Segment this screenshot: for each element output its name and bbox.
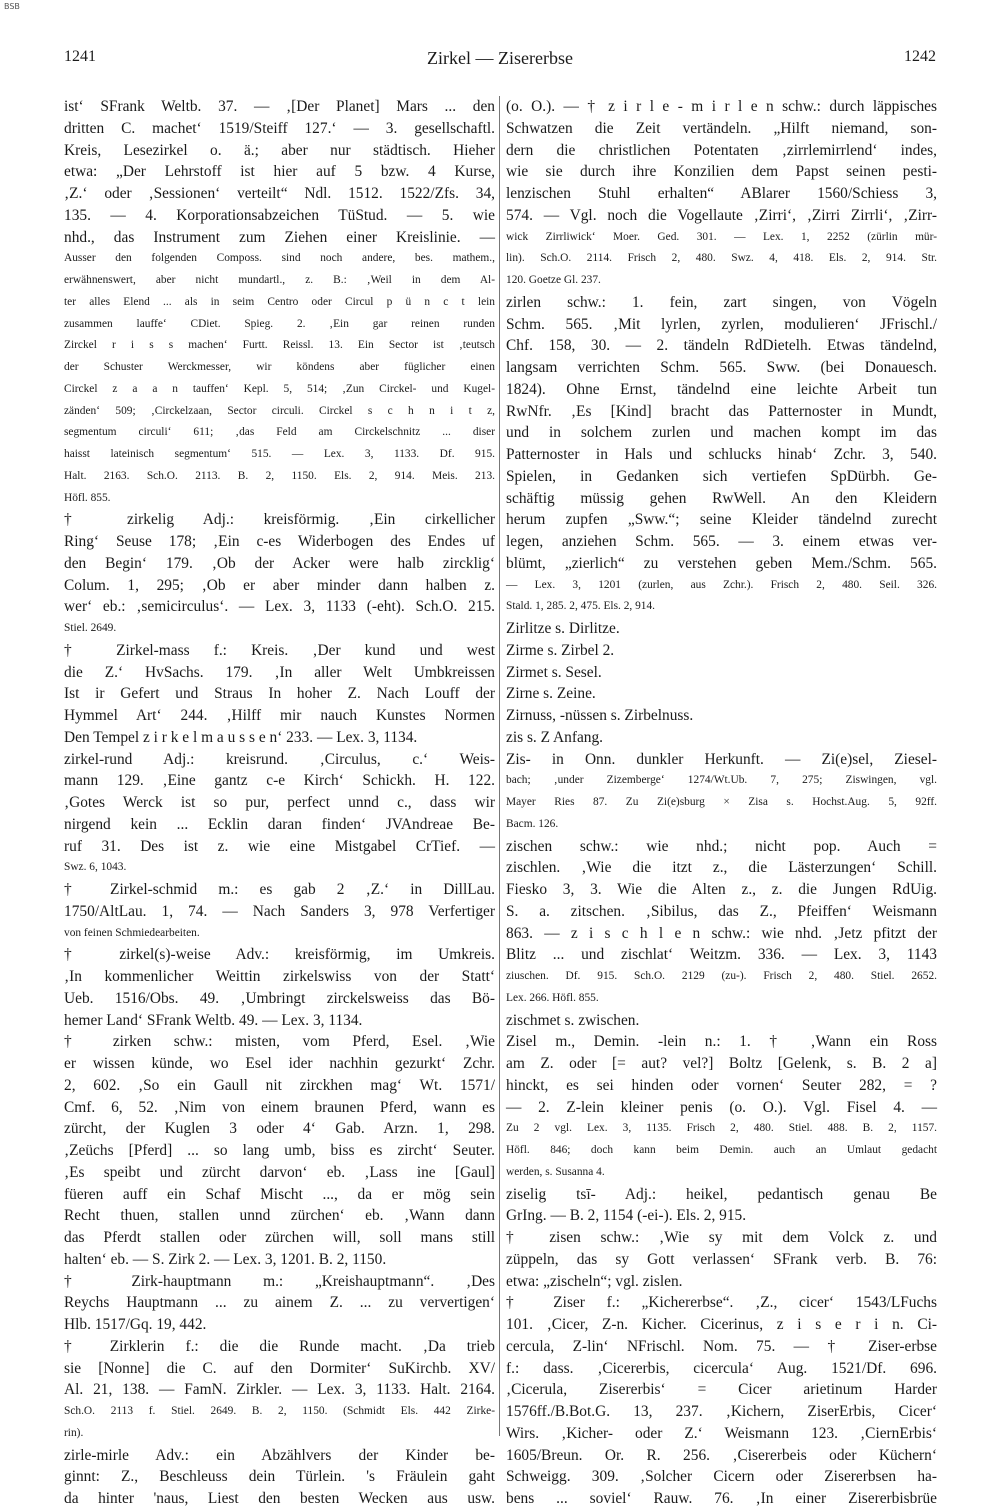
text-line: wie sie durch ihre Konzilien dem Papst seinen pesti- (506, 163, 937, 181)
text-line: füeren auff ein Schaf Mischt ..., da er mög sein (64, 1185, 495, 1203)
text-line: dern die christlichen Potentaten ‚zirrlemirrlend‘ indes, (506, 141, 937, 159)
text-line: die Z.‘ HvSachs. 179. ‚In aller Welt Umbkreissen (64, 663, 495, 681)
text-line: sie [Nonne] die C. auf den Dormiter‘ SuKirchb. XV/ (64, 1359, 495, 1377)
text-line: nhd., das Instrument zum Ziehen einer Kreislinie. — (64, 228, 495, 246)
text-line: Stald. 1, 285. 2, 475. Els. 2, 914. (506, 600, 656, 613)
text-line: Bacm. 126. (506, 817, 559, 830)
text-line: Stiel. 2649. (64, 622, 117, 634)
text-line: Kreis, Lesezirkel o. ä.; aber nur städtisch. Hieher (64, 141, 495, 159)
text-line: das Pferdt stallen oder zürchen will, soll mans still (64, 1229, 495, 1246)
text-line: † Ziser f.: „Kichererbse“. ‚Z., cicer‘ 1543/LFuchs (506, 1294, 937, 1312)
text-line: Swz. 6, 1043. (64, 861, 127, 874)
text-line: Ring‘ Seuse 178; ‚Ein c-es Widerbogen des Endes uf (64, 533, 495, 550)
text-line: Circkel z a a n tauffen‘ Kepl. 5, 514; ‚Zun Circkel- und Kugel- (64, 382, 495, 395)
text-line: den Begin‘ 179. ‚Ob der Acker were halb zircklig‘ (64, 554, 495, 572)
text-line: Zirlitze s. Dirlitze. (506, 620, 620, 637)
text-line: Zisel m., Demin. -lein n.: 1. † ‚Wann ein Ross (506, 1033, 937, 1051)
text-line: der Schuster Werckmesser, wir köndens aber füglicher einen (64, 361, 495, 373)
text-line: zänden‘ 509; ‚Circkelzaan, Sector circuli. Circkel s c h n i t z, (64, 404, 495, 417)
text-line: ziuschen. Df. 915. Sch.O. 2129 (zu-). Frisch 2, 480. Stiel. 2652. (506, 970, 937, 982)
text-line: 863. — z i s c h l e n schw.: wie nhd. ‚Jetz pfitzt der (506, 924, 937, 942)
text-line: Al. 21, 138. — FamN. Zirkler. — Lex. 3, 1133. Halt. 2164. (64, 1381, 495, 1399)
text-line: lenzischen Stuhl erhalten“ ABlarer 1560/Schiess 3, (506, 185, 937, 202)
text-line: bens ... soviel‘ Rauw. 76. ‚In einer Zisererbisbrüe (506, 1490, 937, 1507)
text-line: Ausser den folgenden Composs. sind noch andere, bes. mathem., (64, 252, 495, 265)
text-line: etwa: „zischeln“; vgl. zislen. (506, 1272, 683, 1290)
text-line: — Lex. 3, 1201 (zurlen, aus Zchr.). Frisch 2, 480. Seil. 326. (506, 578, 937, 591)
text-line: 1824). Ohne Ernst, tändelnd eine leichte Arbeit tun (506, 380, 937, 398)
text-line: rin). (64, 1426, 84, 1439)
library-stamp: BSB (4, 2, 20, 11)
left-column (64, 96, 495, 1507)
text-line: nirgend kein ... Ecklin daran finden‘ JVAndreae Be- (64, 815, 495, 833)
text-line: 574. — Vgl. noch die Vogellaute ‚Zirri‘, ‚Zirri Zirrli‘, ‚Zirr- (506, 206, 937, 224)
text-line: 2, 602. ‚So ein Gaull nit zirckhen mag‘ Wt. 1571/ (64, 1076, 495, 1094)
page-number-left: 1241 (64, 48, 96, 65)
text-line: haisst lateinisch segmentum‘ 515. — Lex. 3, 1133. Df. 915. (64, 448, 495, 460)
text-line: Reychs Hauptmann ... zu ainem Z. ... zu ververtigen‘ (64, 1294, 495, 1312)
text-line: segmentum circuli‘ 611; ‚das Feld am Circkelschnitz ... diser (64, 426, 495, 439)
text-line: zischmet s. zwischen. (506, 1011, 640, 1029)
text-line: S. a. zitschen. ‚Sibilus, das Z., Pfeiffen‘ Weismann (506, 902, 937, 920)
text-line: Zirne s. Zeine. (506, 685, 596, 703)
text-line: hemer Land‘ SFrank Weltb. 49. — Lex. 3, 1134. (64, 1011, 363, 1029)
text-line: ist‘ SFrank Weltb. 37. — ‚[Der Planet] Mars ... den (64, 98, 495, 115)
text-line: ‚Gotes Werck ist so pur, perfect unnd c., dass wir (64, 794, 495, 811)
text-line: † Zirkel-mass f.: Kreis. ‚Der kund und west (64, 641, 495, 659)
text-line: † Zirk-hauptmann m.: „Kreishauptmann“. ‚Des (64, 1272, 495, 1290)
text-line: Zirnuss, -nüssen s. Zirbelnuss. (506, 707, 694, 724)
text-line: Cmf. 6, 52. ‚Nim von einem braunen Pferd, wann es (64, 1098, 495, 1116)
text-line: † zirken schw.: misten, vom Pferd, Esel. ‚Wie (64, 1033, 495, 1051)
text-line: Zu 2 vgl. Lex. 3, 1135. Frisch 2, 480. Stiel. 488. B. 2, 1157. (506, 1122, 937, 1135)
text-line: Mayer Ries 87. Zu Zi(e)sburg × Zisa s. Hochst.Aug. 5, 92ff. (506, 796, 937, 808)
text-line: Sch.O. 2113 f. Stiel. 2649. B. 2, 1150. (Schmidt Els. 442 Zirke- (64, 1405, 495, 1417)
text-line: Spielen, in Gedanken sich vertiefen SpDürbh. Ge- (506, 467, 937, 485)
text-line: Blitz ... und zischlat‘ Weitzm. 336. — Lex. 3, 1143 (506, 946, 937, 964)
text-line: Zirmet s. Sesel. (506, 663, 602, 681)
text-line: 1576ff./B.Bot.G. 13, 237. ‚Kichern, ZiserErbis, Cicer‘ (506, 1403, 937, 1420)
text-line: dritten C. machet‘ 1519/Steiff 127.‘ — 3. gesellschaftl. (64, 119, 495, 137)
text-line: † Zirklerin f.: die die Runde macht. ‚Da trieb (64, 1337, 495, 1355)
text-line: mann 129. ‚Eine gantz c-e Kirch‘ Schickh. H. 122. (64, 772, 495, 790)
text-line: Zirme s. Zirbel 2. (506, 641, 615, 659)
text-line: ziselig tsī- Adj.: heikel, pedantisch genau Be (506, 1185, 937, 1203)
text-line: ‚Cicerula, Zisererbis‘ = Cicer arietinum Harder (506, 1381, 937, 1399)
text-line: f.: dass. ‚Cicererbis, cicercula‘ Aug. 1521/Df. 696. (506, 1359, 937, 1377)
text-line: (o. O.). — † z i r l e - m i r l e n schw.: durch läppisches (506, 98, 937, 115)
text-line: Recht thuen, stallen unnd zürchen‘ eb. ‚Wann dann (64, 1207, 495, 1225)
text-line: langsam verrichten Schm. 565. Sww. (bei Donauesch. (506, 359, 937, 376)
text-line: Colum. 1, 295; ‚Ob er aber minder dann halben z. (64, 576, 495, 594)
text-line: werden, s. Susanna 4. (506, 1165, 605, 1178)
text-line: erwähnenswert, aber nicht mundartl., z. B.: ‚Weil in dem Al- (64, 274, 495, 286)
text-line: zirlen schw.: 1. fein, zart singen, von Vögeln (506, 293, 937, 311)
text-line: 120. Goetze Gl. 237. (506, 274, 601, 286)
text-line: Höfl. 855. (64, 491, 111, 504)
text-line: am Z. oder [= aut? vel?] Boltz [Gelenk, s. B. 2 a] (506, 1055, 937, 1072)
text-line: wer‘ eb.: ‚semicirculus‘. — Lex. 3, 1133 (-eht). Sch.O. 215. (64, 598, 495, 616)
text-line: † zisen schw.: ‚Wie sy mit dem Volck z. und (506, 1229, 937, 1246)
text-line: herum zupfen „Sww.“; seine Kleider tändelnd zurecht (506, 511, 937, 529)
text-line: Zirckel r i s s machen‘ Furtt. Reissl. 13. Ein Sector ist ‚teutsch (64, 339, 495, 352)
text-line: bach; ‚under Zizemberge‘ 1274/Wt.Ub. 7, 275; Ziswingen, vgl. (506, 774, 937, 787)
text-line: züppeln, das sy Gott verlassen‘ SFrank verb. B. 76: (506, 1250, 937, 1268)
column-divider (499, 96, 500, 1436)
text-line: 101. ‚Cicer, Z-n. Kicher. Cicerinus, z i s e r i n. Ci- (506, 1316, 937, 1333)
text-line: Schweigg. 309. ‚Solcher Cicern oder Zisererbsen ha- (506, 1468, 937, 1486)
text-line: † zirkelig Adj.: kreisförmig. ‚Ein cirkellicher (64, 511, 495, 529)
text-line: ‚In kommenlicher Weittin zirkelswiss von der Statt‘ (64, 968, 495, 985)
text-line: Hymmel Art‘ 244. ‚Hilff mir nauch Kunstes Normen (64, 707, 495, 724)
text-line: Schm. 565. ‚Mit lyrlen, zyrlen, modulieren‘ JFrischl./ (506, 315, 937, 333)
text-line: — 2. Z-lein kleiner penis (o. O.). Vgl. Fisel 4. — (506, 1098, 937, 1116)
text-line: Halt. 2163. Sch.O. 2113. B. 2, 1150. Els. 2, 914. Meis. 213. (64, 469, 495, 482)
text-line: schäftig müssig gehen RwWell. An den Kleidern (506, 489, 937, 507)
text-line: Patternoster in Hals und schlucks hinab‘ Zchr. 3, 540. (506, 446, 937, 463)
running-title: Zirkel — Zisererbse (427, 48, 573, 68)
text-line: etwa: „Der Lehrstoff ist hier auf 5 bzw. 4 Kurse, (64, 163, 495, 181)
text-line: zirkel-rund Adj.: kreisrund. ‚Circulus, c.‘ Weis- (64, 750, 495, 768)
text-line: zirle-mirle Adv.: ein Abzählvers der Kinder be- (64, 1446, 495, 1464)
text-line: Hlb. 1517/Gq. 19, 442. (64, 1316, 207, 1333)
text-line: zischen schw.: wie nhd.; nicht pop. Auch = (506, 837, 937, 855)
text-line: ruf 31. Des ist z. wie eine Mistgabel CrTief. — (64, 837, 495, 855)
text-line: Den Tempel z i r k e l m a u s s e n‘ 233. — Lex. 3, 1134. (64, 728, 418, 746)
text-line: ‚Es speibt und zürcht darvon‘ eb. ‚Lass ine [Gaul] (64, 1163, 495, 1181)
text-line: zusammen lauffe‘ CDiet. Spieg. 2. ‚Ein gar reinen runden (64, 317, 495, 330)
text-line: blümt, „zierlich“ zu verstehen geben Mem./Schm. 565. (506, 554, 937, 572)
text-line: Schwatzen die Zeit vertändeln. „Hilft niemand, son- (506, 119, 937, 137)
text-line: Höfl. 846; doch kann beim Demin. auch an Umlaut gedacht (506, 1144, 937, 1156)
text-line: Chf. 158, 30. — 2. tändeln RdDietelh. Etwas tändelnd, (506, 337, 937, 355)
text-line: GrIng. — B. 2, 1154 (-ei-). Els. 2, 915. (506, 1207, 747, 1225)
text-line: RwNfr. ‚Es [Kind] bracht das Patternoster in Mundt, (506, 402, 937, 420)
text-line: halten‘ eb. — S. Zirk 2. — Lex. 3, 1201. B. 2, 1150. (64, 1250, 387, 1268)
text-line: hinckt, es sei hinden oder vornen‘ Seuter 282, = ? (506, 1076, 937, 1094)
text-line: ginnt: Z., Beschleuss dein Türlein. 's Fräulein gaht (64, 1468, 495, 1486)
text-line: † zirkel(s)-weise Adv.: kreisförmig, im Umkreis. (64, 946, 495, 964)
text-line: 135. — 4. Korporationsabzeichen TüStud. — 5. wie (64, 206, 495, 224)
text-line: † Zirkel-schmid m.: es gab 2 ‚Z.‘ in DillLau. (64, 881, 495, 898)
text-line: 1605/Breun. Or. R. 256. ‚Cisererbeis oder Küchern‘ (506, 1446, 937, 1464)
text-line: Lex. 266. Höfl. 855. (506, 991, 599, 1004)
page-header (64, 48, 936, 74)
text-line: da hinter 'naus, Liest den besten Wecken aus usw. (64, 1490, 495, 1507)
text-line: Zis- in Onn. dunkler Herkunft. — Zi(e)sel, Ziesel- (506, 750, 937, 768)
text-line: Fiesko 3, 3. Wie die Alten z., z. die Jungen RdUig. (506, 881, 937, 898)
text-line: lin). Sch.O. 2114. Frisch 2, 480. Swz. 4, 418. Els. 2, 914. Str. (506, 252, 937, 265)
text-line: er wissen künde, wo Esel ider nachhin gezurkt‘ Zchr. (64, 1055, 495, 1072)
text-line: Ist ir Gefert und Straus In hoher Z. Nach Louff der (64, 685, 495, 703)
text-line: Ueb. 1516/Obs. 49. ‚Umbringt zirckelsweiss das Bö- (64, 989, 495, 1007)
text-line: legen, anziehen Schm. 565. — 3. einem etwas ver- (506, 533, 937, 550)
page-number-right: 1242 (904, 48, 936, 65)
text-line: zis s. Z Anfang. (506, 728, 604, 746)
text-line: ter alles Elend ... als in seim Centro oder Circul p ü n c t lein (64, 295, 495, 308)
text-line: ‚Zeüchs [Pferd] ... so lang umb, biss es zircht‘ Seuter. (64, 1142, 495, 1159)
text-line: wick Zirrliwick‘ Moer. Ged. 301. — Lex. 1, 2252 (zürlin mür- (506, 230, 937, 243)
text-line: und in solchem zurlen und machen kompt im das (506, 424, 937, 442)
text-line: zischlen. ‚Wie die itzt z., die Lästerzungen‘ Schill. (506, 859, 937, 877)
text-line: 1750/AltLau. 1, 74. — Nach Sanders 3, 978 Verfertiger (64, 902, 495, 920)
right-column (506, 96, 937, 1507)
text-line: von feinen Schmiedearbeiten. (64, 926, 200, 939)
text-line: cercula, Z-lin‘ NFrischl. Nom. 75. — † Ziser-erbse (506, 1337, 937, 1355)
text-line: Wirs. ‚Kicher- oder Z.‘ Weismann 123. ‚CiernErbis‘ (506, 1424, 937, 1442)
text-line: zürcht, der Kuglen 3 oder 4‘ Gab. Arzn. 1, 298. (64, 1120, 495, 1138)
text-line: ‚Z.‘ oder ‚Sessionen‘ verteilt“ Ndl. 1512. 1522/Zfs. 34, (64, 185, 495, 202)
